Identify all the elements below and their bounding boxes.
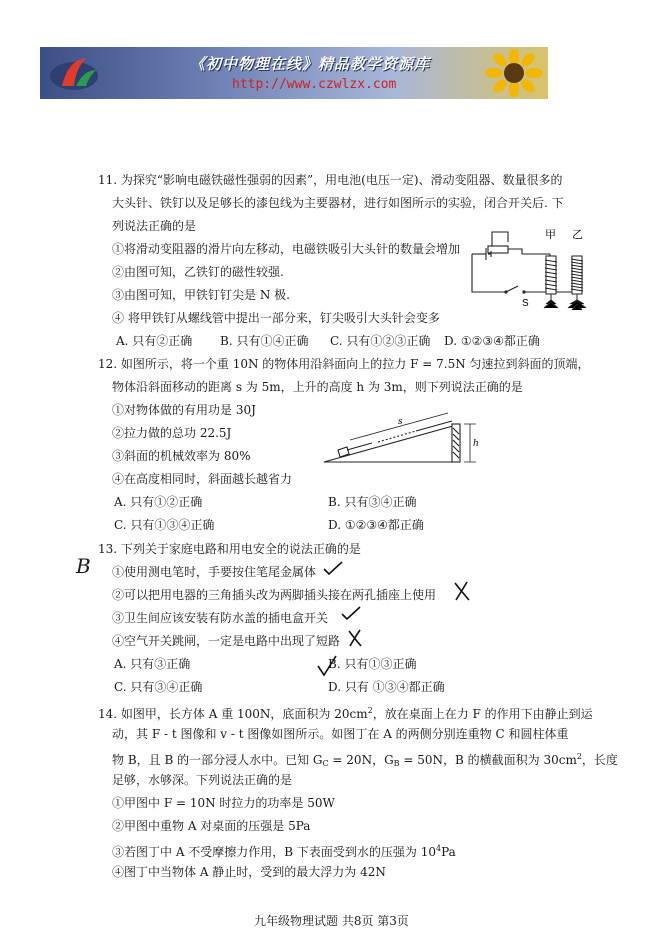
q11-stem-3: 列说法正确的是 (112, 219, 197, 233)
q12-incline-figure (320, 410, 492, 472)
q11-statement-2: ②由图可知，乙铁钉的磁性较强. (112, 265, 284, 279)
q11-label-jia: 甲 (545, 228, 556, 241)
q13-option-c: C. 只有③④正确 (114, 680, 203, 694)
q11-option-b: B. 只有①④正确 (220, 334, 309, 348)
q11-stem-2: 大头针、铁钉以及足够长的漆包线为主要器材，进行如图所示的实验，闭合开关后. 下 (112, 196, 564, 210)
q11-label-yi: 乙 (572, 228, 583, 241)
cross-mark-icon (346, 628, 364, 648)
q13-statement-4: ④空气开关跳闸，一定是电路中出现了短路 (112, 634, 341, 648)
q12-option-b: B. 只有③④正确 (328, 495, 417, 509)
q12-option-a: A. 只有①②正确 (114, 495, 203, 509)
q12-statement-2: ②拉力做的总功 22.5J (112, 426, 232, 440)
q13-option-d: D. 只有 ①③④都正确 (328, 680, 445, 694)
q13-option-b: B. 只有①③正确 (328, 657, 417, 671)
q14-stem-3: 物 B，且 B 的一部分浸人水中。已知 $G_C = 20N$，$G_B = 50N$，B 的横截面积为 $30cm^2$，长度 (112, 752, 618, 768)
header-banner (40, 47, 548, 99)
q12-stem-2: 物体沿斜面移动的距离 s 为 5m，上升的高度 h 为 3m，则下列说法正确的是 (112, 380, 523, 394)
q11-switch-label: S (522, 298, 529, 309)
q14-stem-4: 足够，水够深。下列说法正确的是 (112, 773, 293, 787)
handwritten-answer: B (76, 554, 91, 578)
q11-statement-3: ③由图可知，甲铁钉钉尖是 N 极. (112, 288, 290, 302)
q13-statement-1: ①使用测电笔时，手要按住笔尾金属体 (112, 565, 317, 579)
q14-stem-2: 动，其 F - t 图像和 v - t 图像如图所示。如图丁在 A 的两侧分别连重物 C 和圆柱体重 (112, 727, 569, 741)
q11-statement-1: ①将滑动变阻器的滑片向左移动，电磁铁吸引大头针的数量会增加 (112, 242, 461, 256)
q14-statement-4: ④图丁中当物体 A 静止时，受到的最大浮力为 42N (112, 865, 386, 879)
q14-statement-1: ①甲图中 F = 10N 时拉力的功率是 50W (112, 796, 335, 810)
q13-stem: 13. 下列关于家庭电路和用电安全的说法正确的是 (98, 542, 361, 556)
q12-label-s: s (398, 417, 403, 427)
page-footer: 九年级物理试题 共8页 第3页 (254, 914, 409, 928)
q11-electromagnet-figure (466, 224, 590, 328)
q12-statement-3: ③斜面的机械效率为 80% (112, 449, 251, 463)
q12-stem-1: 12. 如图所示，将一个重 10N 的物体用沿斜面向上的拉力 F = 7.5N 匀速拉到斜面的顶端， (98, 357, 590, 371)
check-mark-icon (322, 560, 344, 576)
banner-title: 《初中物理在线》精品教学资源库 (190, 55, 431, 73)
q12-label-h: h (473, 439, 479, 449)
check-mark-icon (340, 605, 362, 621)
q13-statement-2: ②可以把用电器的三角插头改为两脚插头接在两孔插座上使用 (112, 588, 437, 602)
q12-statement-1: ①对物体做的有用功是 30J (112, 403, 256, 417)
q11-option-a: A. 只有②正确 (116, 334, 193, 348)
cross-mark-icon (452, 580, 472, 602)
q12-statement-4: ④在高度相同时，斜面越长越省力 (112, 472, 293, 486)
check-mark-icon (316, 654, 338, 678)
q14-stem-1: 14. 如图甲，长方体 A 重 100N，底面积为 $20cm^2$，放在桌面上在力 F 的作用下由静止到运 (98, 706, 593, 721)
q11-stem-1: 11. 为探究“影响电磁铁磁性强弱的因素”，用电池(电压一定)、滑动变阻器、数量很多的 (98, 173, 563, 187)
q12-option-d: D. ①②③④都正确 (328, 518, 424, 532)
q11-statement-4: ④ 将甲铁钉从螺线管中提出一部分来，钉尖吸引大头针会变多 (112, 311, 440, 325)
q12-option-c: C. 只有①③④正确 (114, 518, 215, 532)
logo-icon (46, 52, 102, 94)
q14-statement-3: ③若图丁中 A 不受摩擦力作用，B 下表面受到水的压强为 $10^4Pa$ (112, 844, 456, 859)
sunflower-icon (484, 49, 544, 97)
q13-statement-3: ③卫生间应该安装有防水盖的插电盒开关 (112, 611, 329, 625)
q11-option-c: C. 只有①②③正确 (330, 334, 431, 348)
banner-url[interactable]: http://www.czwlzx.com (232, 77, 397, 92)
q13-option-a: A. 只有③正确 (114, 657, 191, 671)
q11-option-d: D. ①②③④都正确 (444, 334, 540, 348)
q14-statement-2: ②甲图中重物 A 对桌面的压强是 5Pa (112, 819, 311, 833)
